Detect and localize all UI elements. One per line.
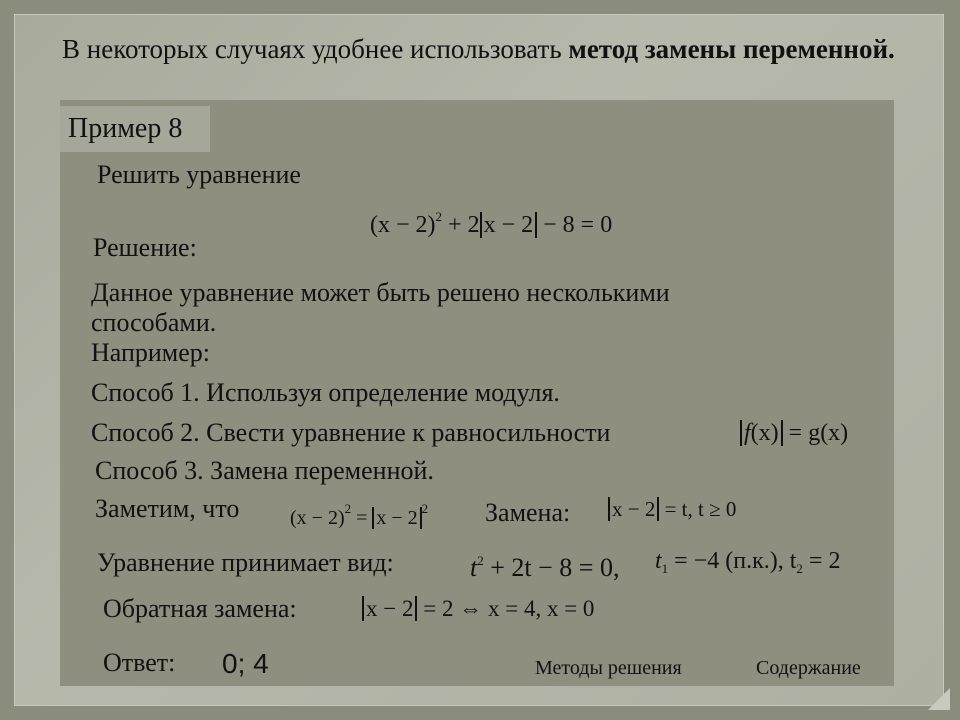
page-corner-decoration bbox=[928, 688, 950, 710]
method-2-formula bbox=[740, 418, 848, 448]
note-lhs: (x − 2) bbox=[290, 507, 345, 529]
rev-abs: x − 2 bbox=[362, 596, 417, 621]
eq-part1: (x − 2) bbox=[370, 212, 436, 238]
answer-value: 0; 4 bbox=[222, 648, 269, 679]
eq-part3: − 8 = 0 bbox=[537, 212, 613, 238]
eq-t-rest: + 2t − 8 = 0, bbox=[483, 553, 620, 582]
note-exp2: 2 bbox=[421, 501, 429, 516]
reverse-formula bbox=[362, 594, 594, 624]
method-2: Способ 2. Свести уравнение к равносильности bbox=[91, 418, 611, 447]
methods-link[interactable]: Методы решения bbox=[535, 657, 682, 679]
root-t1-sub: 1 bbox=[661, 561, 669, 576]
note-formula bbox=[290, 494, 428, 533]
note-abs: x − 2 bbox=[372, 507, 421, 529]
method-1: Способ 1. Используя определение модуля. bbox=[91, 378, 560, 407]
line-1a: Данное уравнение может быть решено несколькими bbox=[91, 278, 670, 307]
line-1b: способами. bbox=[91, 308, 217, 337]
eq-part2: + 2 bbox=[442, 212, 480, 238]
line-2: Например: bbox=[91, 338, 211, 367]
main-equation bbox=[370, 202, 612, 240]
eq-t-exp: 2 bbox=[477, 553, 484, 568]
m2-x: (x) bbox=[750, 420, 779, 446]
substitution-label: Замена: bbox=[485, 498, 571, 527]
contents-link[interactable]: Содержание bbox=[756, 657, 861, 679]
answer-label: Ответ: bbox=[103, 648, 176, 677]
eq-abs: x − 2 bbox=[480, 212, 538, 238]
solution-label: Решение: bbox=[93, 233, 197, 262]
root-t1-val: = −4 (п.к.), t bbox=[668, 548, 797, 574]
roots-formula bbox=[655, 546, 840, 584]
intro-text bbox=[62, 30, 902, 68]
substitution-formula bbox=[608, 494, 736, 524]
example-label: Пример 8 bbox=[60, 106, 210, 152]
rev-rhs: = 2 bbox=[417, 596, 454, 621]
eq-t: t bbox=[470, 553, 478, 582]
quadratic-formula bbox=[470, 546, 619, 583]
sub-abs: x − 2 bbox=[608, 497, 659, 521]
reverse-text: Обратная замена: bbox=[103, 594, 297, 623]
m2-f: f bbox=[744, 420, 751, 446]
root-t1: t bbox=[655, 548, 662, 574]
eq-exp1: 2 bbox=[435, 209, 443, 224]
task-text: Решить уравнение bbox=[97, 160, 301, 189]
method-3: Способ 3. Замена переменной. bbox=[95, 456, 434, 485]
note-text: Заметим, что bbox=[95, 494, 240, 523]
intro-plain: В некоторых случаях удобнее использовать bbox=[62, 34, 569, 64]
note-exp: 2 bbox=[344, 501, 352, 516]
root-t2-sub: 2 bbox=[796, 561, 803, 576]
intro-bold: метод замены переменной. bbox=[568, 34, 895, 64]
sub-rhs: = t, t ≥ 0 bbox=[659, 497, 737, 521]
note-eq: = bbox=[351, 507, 373, 529]
m2-rhs: = g(x) bbox=[782, 420, 849, 446]
rev-implies: ⇔ x = 4, x = 0 bbox=[453, 596, 595, 621]
equation-form-text: Уравнение принимает вид: bbox=[97, 548, 394, 577]
m2-abs bbox=[740, 420, 783, 446]
root-t2-val: = 2 bbox=[802, 548, 841, 574]
